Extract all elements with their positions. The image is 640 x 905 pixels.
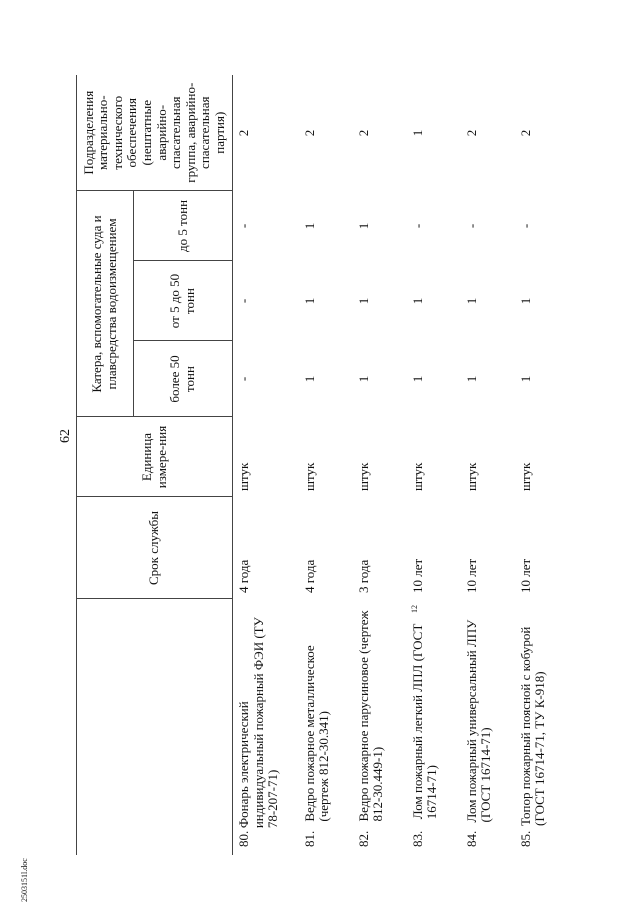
row-term: 10 лет [409, 558, 425, 593]
row-name: Ведро пожарное металлическое (чертеж 812-30.341) [301, 645, 332, 822]
row-name-cell [299, 599, 353, 855]
row-5-to-50: 1 [409, 297, 425, 305]
row-over-50: 1 [463, 375, 479, 383]
row-term: 4 года [301, 559, 317, 593]
row-unit: штук [517, 462, 533, 491]
row-term: 10 лет [517, 558, 533, 593]
row-unit: штук [236, 462, 251, 491]
row-up-to-5: 1 [301, 222, 317, 230]
row-term: 4 года [236, 559, 251, 593]
row-over-50: - [236, 376, 251, 382]
row-name-cell [353, 599, 407, 855]
header-up-to-5: до 5 тонн [134, 191, 233, 261]
page-number: 62 [58, 429, 73, 443]
row-number: 84. [463, 830, 479, 847]
equipment-table [76, 75, 581, 855]
row-5-to-50: - [236, 298, 251, 304]
header-5-to-50: от 5 до 50 тонн [134, 261, 233, 341]
row-term: 10 лет [463, 558, 479, 593]
header-unit: Единица измере-ния [77, 417, 233, 497]
row-divisions: 1 [409, 129, 425, 137]
row-up-to-5: - [463, 223, 479, 229]
row-5-to-50: 1 [355, 297, 371, 305]
rotated-table-container [76, 75, 636, 855]
table-row [515, 75, 581, 855]
row-divisions: 2 [236, 129, 251, 137]
row-number: 85. [517, 830, 533, 847]
row-5-to-50: 1 [463, 297, 479, 305]
row-name: Ведро пожарное парусиновое (чертеж 812-30.449-1) [355, 610, 386, 822]
row-up-to-5: 1 [355, 222, 371, 230]
row-divisions: 2 [355, 129, 371, 137]
row-unit: штук [355, 462, 371, 491]
row-name-cell [407, 599, 461, 855]
row-up-to-5: - [236, 223, 251, 229]
row-footnote: 12 [409, 605, 419, 613]
row-over-50: 1 [517, 375, 533, 383]
row-5-to-50: 1 [301, 297, 317, 305]
row-number: 80. [236, 830, 251, 847]
table-row [461, 75, 515, 855]
table-row [407, 75, 461, 855]
footer-filename: 2503151l.doc [20, 858, 29, 902]
header-over-50: более 50 тонн [134, 341, 233, 417]
header-divisions: Подразделения материально-технического обеспечения (нештатные аварийно-спасательная группа, аварийно-спасательная партия) [77, 75, 233, 191]
row-term: 3 года [355, 559, 371, 593]
row-number: 82. [355, 830, 371, 847]
header-name-cell [77, 599, 233, 855]
row-name: Лом пожарный легкий ЛПЛ (ГОСТ 16714-71) [409, 623, 440, 820]
row-divisions: 2 [301, 129, 317, 137]
row-5-to-50: 1 [517, 297, 533, 305]
row-name: Топор пожарный поясной с кобурой (ГОСТ 16714-71, ТУ К-918) [517, 626, 548, 826]
row-divisions: 2 [517, 129, 533, 137]
row-divisions: 2 [463, 129, 479, 137]
row-unit: штук [463, 462, 479, 491]
header-term: Срок службы [77, 497, 233, 599]
row-over-50: 1 [409, 375, 425, 383]
row-name-cell [233, 599, 299, 855]
header-vessels-group: Катера, вспомогательные суда и плавсредства водоизмещением [77, 191, 134, 417]
row-over-50: 1 [355, 375, 371, 383]
row-name-cell [515, 599, 581, 855]
table-row [233, 75, 299, 855]
row-up-to-5: - [409, 223, 425, 229]
row-name: Лом пожарный универсальный ЛПУ (ГОСТ 16714-71) [463, 619, 494, 823]
row-name: Фонарь электрический индивидуальный пожарный ФЭИ (ТУ 78-207-71) [236, 617, 281, 829]
row-up-to-5: - [517, 223, 533, 229]
row-number: 83. [409, 830, 425, 847]
table-row [353, 75, 407, 855]
row-over-50: 1 [301, 375, 317, 383]
row-number: 81. [301, 830, 317, 847]
row-unit: штук [301, 462, 317, 491]
row-name-cell [461, 599, 515, 855]
table-row [299, 75, 353, 855]
row-unit: штук [409, 462, 425, 491]
